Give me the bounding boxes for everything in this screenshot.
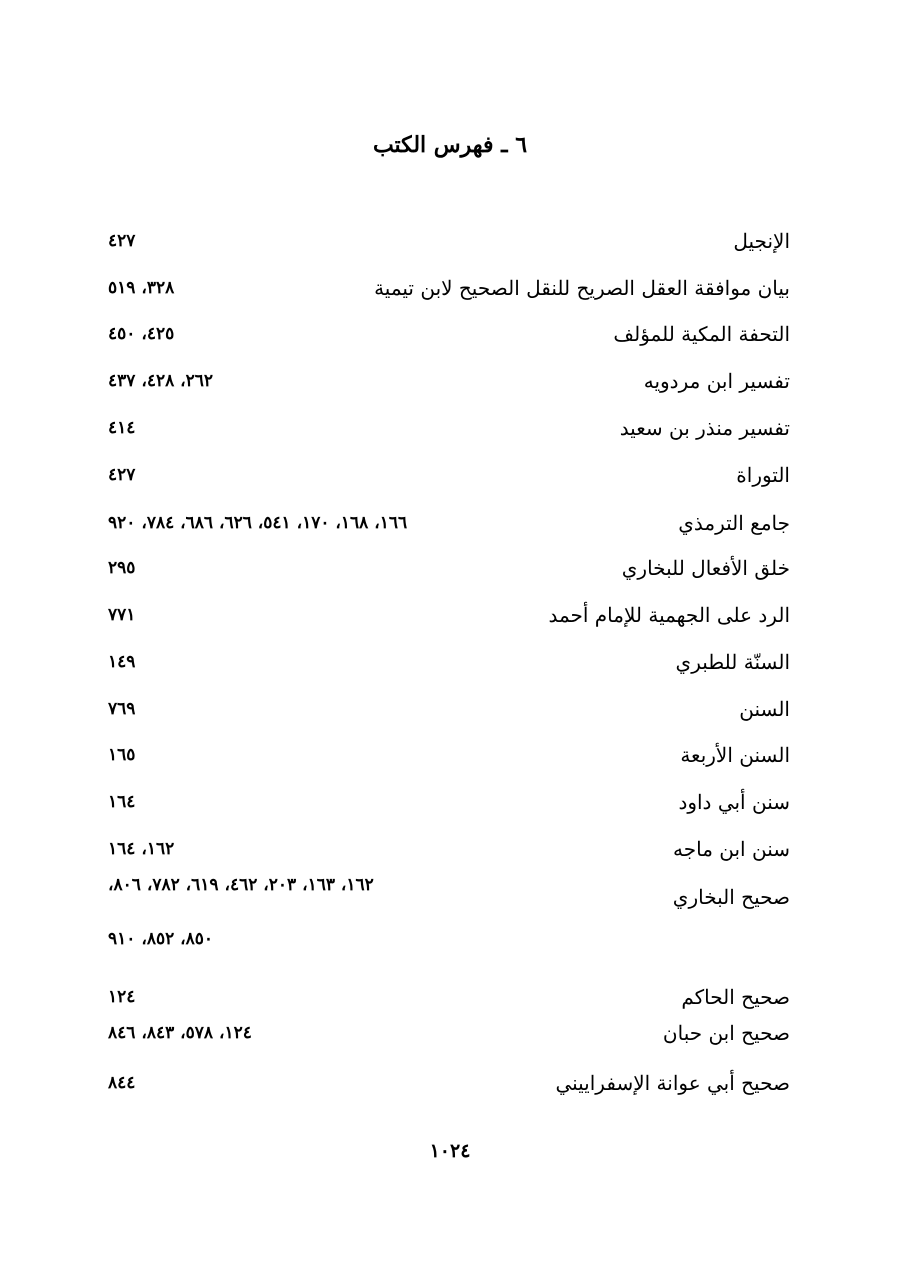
page-references: ٨٤٤ xyxy=(108,1073,136,1093)
book-title: جامع الترمذي xyxy=(678,511,790,535)
page-references: ١٦٥ xyxy=(108,745,136,765)
book-title: الرد على الجهمية للإمام أحمد xyxy=(548,603,790,627)
index-entry xyxy=(108,458,790,492)
index-entry xyxy=(108,832,790,866)
book-title: خلق الأفعال للبخاري xyxy=(621,556,790,580)
page-references: ١٢٤ xyxy=(108,987,136,1007)
index-entry xyxy=(108,411,790,445)
index-entry xyxy=(108,868,790,909)
page-references: ٧٧١ xyxy=(108,605,136,625)
index-entry xyxy=(108,785,790,819)
index-entry xyxy=(108,364,790,398)
page-references: ٧٦٩ xyxy=(108,699,136,719)
index-entry xyxy=(108,980,790,1014)
book-title: صحيح ابن حبان xyxy=(662,1021,790,1045)
book-title: التحفة المكية للمؤلف xyxy=(613,322,790,346)
page-number: ١٠٢٤ xyxy=(429,1140,471,1162)
book-title: صحيح أبي عوانة الإسفراييني xyxy=(555,1071,790,1095)
page-references: ١٤٩ xyxy=(108,652,136,672)
page-references: ٢٦٢، ٤٢٨، ٤٣٧ xyxy=(108,371,214,391)
index-entry xyxy=(108,645,790,679)
page-references: ٣٢٨، ٥١٩ xyxy=(108,278,175,298)
book-title: سنن أبي داود xyxy=(678,790,790,814)
book-title: تفسير منذر بن سعيد xyxy=(619,416,790,440)
book-title: تفسير ابن مردويه xyxy=(643,369,790,393)
page-references: ٤٢٥، ٤٥٠ xyxy=(108,324,175,344)
index-entry xyxy=(108,1016,790,1050)
index-entry xyxy=(108,1066,790,1100)
index-entry xyxy=(108,317,790,351)
page-references: ١٦٦، ١٦٨، ١٧٠، ٥٤١، ٦٢٦، ٦٨٦، ٧٨٤، ٩٢٠ xyxy=(108,513,408,533)
page-references: ١٦٤ xyxy=(108,792,136,812)
book-title: السنن xyxy=(739,697,790,721)
page-references: ٢٩٥ xyxy=(108,558,136,578)
page-references-continuation: ٨٥٠، ٨٥٢، ٩١٠ xyxy=(108,929,214,949)
book-title: سنن ابن ماجه xyxy=(673,837,790,861)
index-entry xyxy=(108,506,790,540)
index-entry xyxy=(108,598,790,632)
index-entry xyxy=(108,692,790,726)
book-title: بيان موافقة العقل الصريح للنقل الصحيح لابن تيمية xyxy=(374,276,790,300)
book-title: السنّة للطبري xyxy=(675,650,790,674)
book-title: صحيح البخاري xyxy=(672,885,790,909)
index-entry xyxy=(108,271,790,305)
page-references: ٤٢٧ xyxy=(108,231,136,251)
book-title: الإنجيل xyxy=(733,229,790,253)
page-references: ٤١٤ xyxy=(108,418,136,438)
page-title: ٦ ـ فهرس الكتب xyxy=(372,132,528,158)
index-entry xyxy=(108,738,790,772)
page-references: ٤٢٧ xyxy=(108,465,136,485)
page-references: ١٦٢، ١٦٣، ٢٠٣، ٤٦٢، ٦١٩، ٧٨٢، ٨٠٦، xyxy=(108,875,374,895)
page-references: ١٦٢، ١٦٤ xyxy=(108,839,175,859)
book-title: السنن الأربعة xyxy=(680,743,790,767)
book-title: صحيح الحاكم xyxy=(681,985,790,1009)
index-entry xyxy=(108,224,790,258)
index-entry xyxy=(108,551,790,585)
page-references: ١٢٤، ٥٧٨، ٨٤٣، ٨٤٦ xyxy=(108,1023,252,1043)
book-title: التوراة xyxy=(736,463,790,487)
